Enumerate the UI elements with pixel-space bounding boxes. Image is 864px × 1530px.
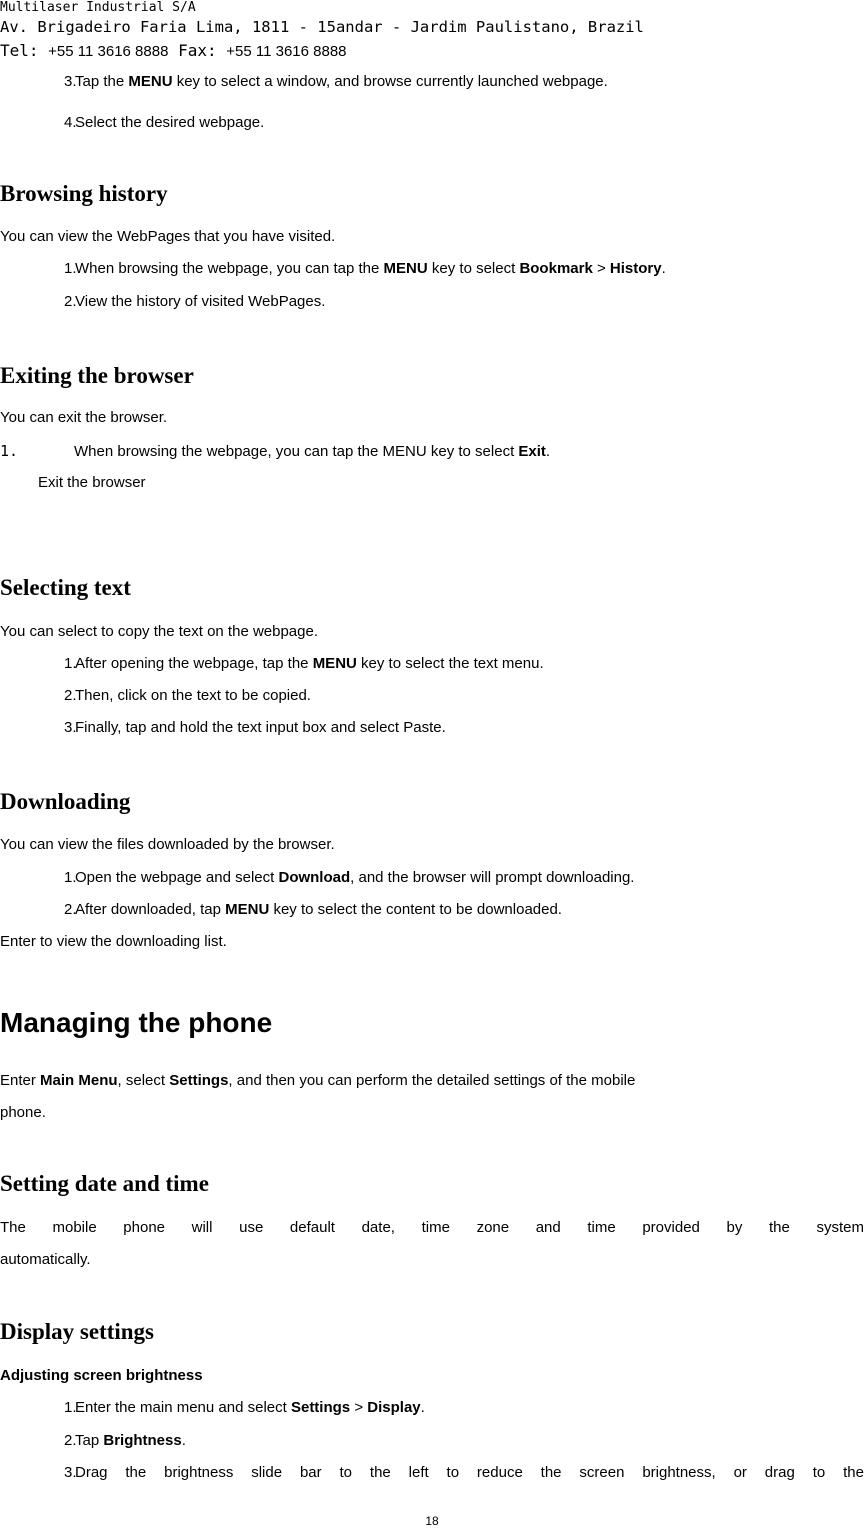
- word: or: [733, 1464, 747, 1481]
- page-number: 18: [425, 1514, 439, 1528]
- word: date,: [361, 1219, 395, 1236]
- company-address: Av. Brigadeiro Faria Lima, 1811 - 15andar - Jardim Paulistano, Brazil: [0, 18, 644, 36]
- word: default: [289, 1219, 335, 1236]
- list-text: Enter the main menu and select Settings > Display.: [75, 1399, 425, 1416]
- chapter-heading-managing-phone: Managing the phone: [0, 1007, 273, 1038]
- word: left: [408, 1464, 429, 1481]
- word: the: [768, 1219, 790, 1236]
- section-heading-exiting: Exiting the browser: [0, 363, 194, 388]
- fax-label: Fax:: [178, 41, 217, 60]
- list-number: 1.: [64, 655, 77, 672]
- list-item: [64, 900, 562, 920]
- list-item: [64, 113, 265, 133]
- list-number: 1.: [0, 442, 19, 460]
- list-number: 2.: [64, 687, 77, 704]
- word: Drag: [75, 1464, 108, 1481]
- list-number: 1.: [64, 260, 77, 277]
- list-text: Tap Brightness.: [75, 1432, 186, 1449]
- word: and: [535, 1219, 561, 1236]
- list-text: View the history of visited WebPages.: [75, 293, 326, 310]
- word: by: [726, 1219, 743, 1236]
- list-text: After opening the webpage, tap the MENU key to select the text menu.: [75, 655, 544, 672]
- list-number: 2.: [64, 1432, 77, 1449]
- list-item: [64, 1463, 864, 1483]
- section-heading-date-time: Setting date and time: [0, 1171, 209, 1196]
- word: bar: [299, 1464, 322, 1481]
- word: the: [125, 1464, 147, 1481]
- list-item: [64, 654, 544, 674]
- company-name: Multilaser Industrial S/A: [0, 0, 196, 15]
- section-heading-browsing-history: Browsing history: [0, 181, 168, 206]
- paragraph-line: Enter Main Menu, select Settings, and then you can perform the detailed settings of the mobile: [0, 1072, 636, 1089]
- word: the: [369, 1464, 391, 1481]
- list-text: When browsing the webpage, you can tap the MENU key to select Bookmark > History.: [75, 260, 666, 277]
- word: phone: [123, 1219, 166, 1236]
- section-description: You can select to copy the text on the webpage.: [0, 623, 319, 640]
- list-item: [0, 441, 550, 462]
- list-number: 4.: [64, 114, 77, 131]
- section-description: You can exit the browser.: [0, 409, 168, 426]
- list-number: 3.: [64, 719, 77, 736]
- word: the: [540, 1464, 562, 1481]
- tel-number: +55 11 3616 8888: [48, 43, 169, 60]
- list-item: [64, 72, 608, 92]
- word: use: [239, 1219, 264, 1236]
- word: brightness,: [642, 1464, 716, 1481]
- word: provided: [642, 1219, 700, 1236]
- list-text: Select the desired webpage.: [75, 114, 265, 131]
- list-number: 1.: [64, 869, 77, 886]
- word: to: [812, 1464, 826, 1481]
- section-heading-selecting-text: Selecting text: [0, 575, 131, 600]
- paragraph-text: phone.: [0, 1104, 46, 1121]
- section-description: You can view the WebPages that you have visited.: [0, 228, 336, 245]
- section-description: You can view the files downloaded by the browser.: [0, 836, 335, 853]
- word: zone: [476, 1219, 510, 1236]
- word: time: [587, 1219, 616, 1236]
- section-heading-downloading: Downloading: [0, 789, 131, 814]
- word: The: [0, 1219, 26, 1236]
- list-text: Open the webpage and select Download, and the browser will prompt downloading.: [75, 869, 635, 886]
- word: drag: [764, 1464, 795, 1481]
- list-item: [64, 718, 446, 738]
- list-text: When browsing the webpage, you can tap the MENU key to select Exit.: [74, 443, 551, 460]
- list-text: [75, 1463, 864, 1483]
- company-contact: [0, 41, 347, 62]
- word: mobile: [52, 1219, 97, 1236]
- list-number: 3.: [64, 73, 77, 90]
- list-item: [64, 1431, 186, 1451]
- word: screen: [579, 1464, 625, 1481]
- list-text: Finally, tap and hold the text input box and select Paste.: [75, 719, 446, 736]
- list-item: [64, 868, 635, 888]
- list-number: 3.: [64, 1464, 77, 1481]
- word: will: [191, 1219, 213, 1236]
- list-text: Then, click on the text to be copied.: [75, 687, 311, 704]
- subsection-heading-brightness: Adjusting screen brightness: [0, 1367, 203, 1384]
- list-text: Tap the MENU key to select a window, and browse currently launched webpage.: [75, 73, 608, 90]
- word: brightness: [164, 1464, 234, 1481]
- list-text: After downloaded, tap MENU key to select the content to be downloaded.: [75, 901, 562, 918]
- word: reduce: [476, 1464, 523, 1481]
- fax-number: +55 11 3616 8888: [226, 43, 347, 60]
- sub-line: Exit the browser: [38, 474, 146, 491]
- word: to: [339, 1464, 353, 1481]
- section-heading-display-settings: Display settings: [0, 1319, 154, 1344]
- word: to: [446, 1464, 460, 1481]
- list-number: 2.: [64, 901, 77, 918]
- tel-label: Tel:: [0, 41, 39, 60]
- list-number: 2.: [64, 293, 77, 310]
- word: system: [816, 1219, 864, 1236]
- paragraph-line: [0, 1218, 864, 1238]
- paragraph-text: automatically.: [0, 1251, 91, 1268]
- paragraph-text: Enter to view the downloading list.: [0, 933, 227, 950]
- list-item: [64, 686, 311, 706]
- list-number: 1.: [64, 1399, 77, 1416]
- word: slide: [251, 1464, 283, 1481]
- word: the: [843, 1464, 864, 1481]
- list-item: [64, 1398, 425, 1418]
- list-item: [64, 292, 326, 312]
- list-item: [64, 259, 666, 279]
- word: time: [421, 1219, 450, 1236]
